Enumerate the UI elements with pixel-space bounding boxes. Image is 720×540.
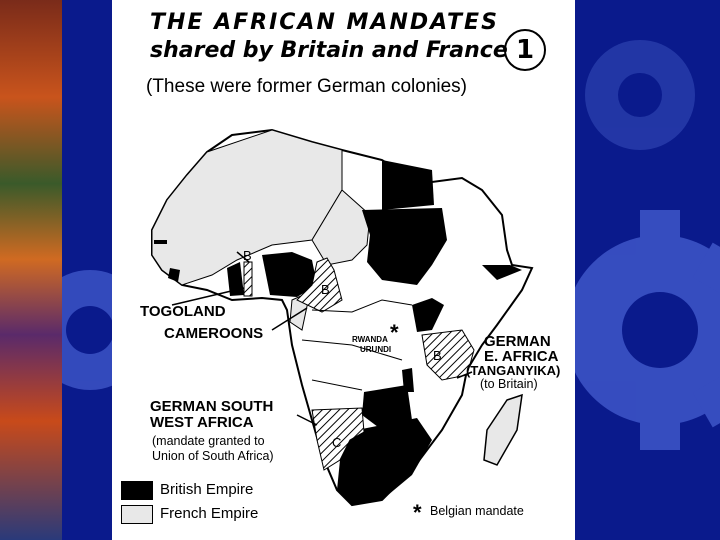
legend-belgian-marker: * [413,500,422,525]
british-gambia [154,240,167,244]
label-mandate-granted: (mandate granted to [152,434,265,448]
map-subtitle: (These were former German colonies) [146,76,467,97]
british-nyasaland [402,368,414,392]
belgian-mandate-marker: * [390,320,399,345]
legend-french-label: French Empire [160,505,259,522]
left-decorative-strip [0,0,62,540]
mandate-letter-cameroons: B [321,282,330,297]
label-urundi: URUNDI [360,345,392,354]
map-title: THE AFRICAN MANDATES [150,10,499,35]
mandate-letter-togo: B [243,248,252,263]
french-empire-madagascar [484,395,522,465]
figure-number: 1 [504,29,546,71]
label-togoland: TOGOLAND [140,303,226,320]
label-rwanda: RWANDA [352,335,388,344]
gear-decoration-upper [585,40,695,150]
british-egypt [382,160,434,210]
mandate-togoland [244,262,252,296]
label-cameroons: CAMEROONS [164,325,264,342]
legend-british-label: British Empire [160,481,254,498]
label-tanganyika: (TANGANYIKA) [466,363,561,378]
british-sierra-leone [168,268,180,282]
map-title-line2: shared by Britain and France [150,38,508,63]
label-to-britain: (to Britain) [480,377,538,391]
label-german-east-africa-line2: E. AFRICA [484,348,559,365]
legend-belgian-label: Belgian mandate [430,504,524,518]
label-union-of-south-africa: Union of South Africa) [152,449,274,463]
mandate-letter-southwest: C [332,435,342,450]
label-german-south-west-africa: GERMAN SOUTH [150,398,274,415]
legend-french-swatch [121,505,153,524]
legend-british-swatch [121,481,153,500]
label-german-east-africa: GERMAN [484,333,551,350]
mandate-letter-tanganyika: B [433,348,442,363]
label-german-south-west-africa-line2: WEST AFRICA [150,414,254,431]
